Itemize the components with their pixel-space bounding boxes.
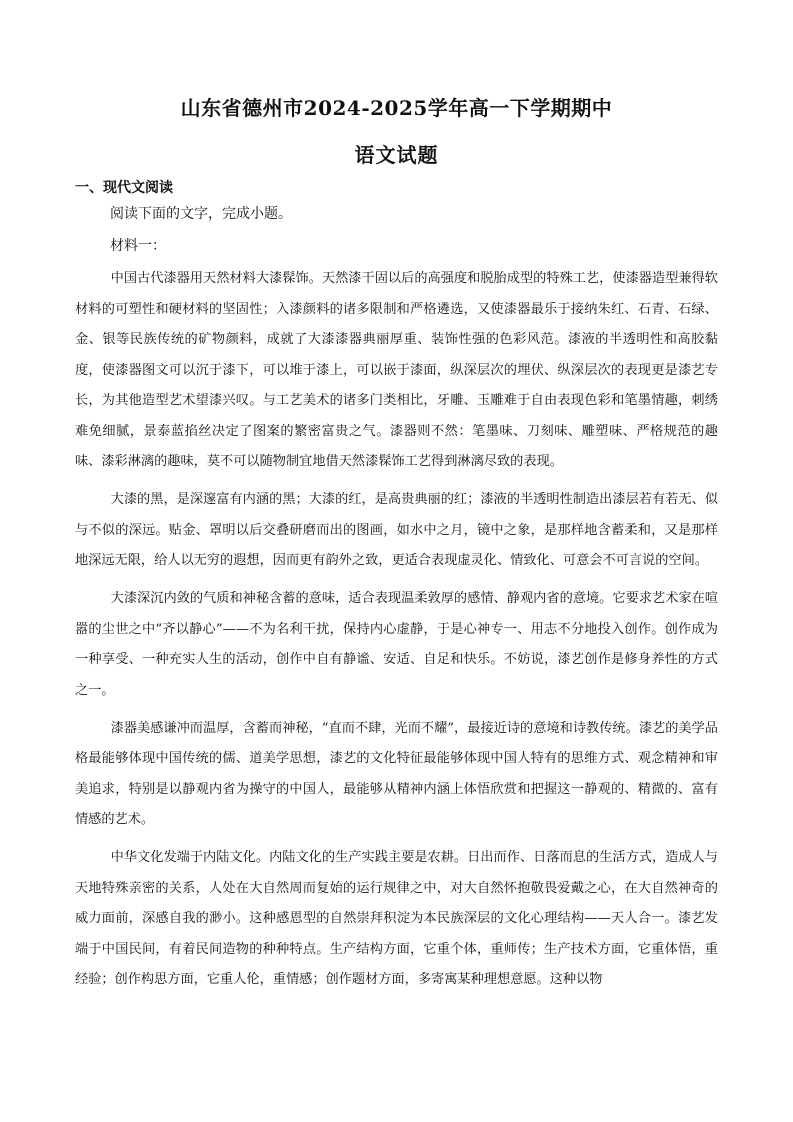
material-label: 材料一：	[110, 238, 166, 254]
passage-paragraph: 中国古代漆器用天然材料大漆髹饰。天然漆干固以后的高强度和脱胎成型的特殊工艺，使漆器造型兼得软材料的可塑性和硬材料的坚固性；入漆颜料的诸多限制和严格遴选，又使漆器最乐于接纳朱红、石青、石绿、金、银等民族传统的矿物颜料，成就了大漆漆器典丽厚重、装饰性强的色彩风范。漆液的半透明性和高胶黏度，使漆器图文可以沉于漆下，可以堆于漆上，可以嵌于漆面，纵深层次的埋伏、纵深层次的表现更是漆艺专长，为其他造型艺术望漆兴叹。与工艺美术的诸多门类相比，牙雕、玉雕难于自由表现色彩和笔墨情趣，刺绣难免细腻，景泰蓝掐丝决定了图案的繁密富贵之气。漆器则不然：笔墨味、刀刻味、雕塑味、严格规范的趣味、漆彩淋漓的趣味，莫不可以随物制宜地借天然漆髹饰工艺得到淋漓尽致的表现。	[75, 271, 718, 469]
passage-paragraph: 中华文化发端于内陆文化。内陆文化的生产实践主要是农耕。日出而作、日落而息的生活方式，造成人与天地特殊亲密的关系，人处在大自然周而复始的运行规律之中，对大自然怀抱敬畏爱戴之心，在大自然神奇的威力面前，深感自我的渺小。这种感恩型的自然崇拜积淀为本民族深层的文化心理结构——天人合一。漆艺发端于中国民间，有着民间造物的种种特点。生产结构方面，它重个体，重师传；生产技术方面，它重体悟，重经验；创作构思方面，它重人伦，重情感；创作题材方面，多寄寓某种理想意愿。这种以物	[75, 850, 718, 987]
passage-paragraph: 大漆深沉内敛的气质和神秘含蓄的意味，适合表现温柔敦厚的感情、静观内省的意境。它要求艺术家在喧嚣的尘世之中“齐以静心”——不为名利干扰，保持内心虚静，于是心神专一、用志不分地投入创作。创作成为一种享受、一种充实人生的活动，创作中自有静谧、安适、自足和快乐。不妨说，漆艺创作是修身养性的方式之一。	[75, 591, 718, 698]
document-title: 山东省德州市2024-2025学年高一下学期期中	[180, 96, 613, 120]
document-subtitle: 语文试题	[354, 143, 439, 167]
passage-paragraph: 漆器美感谦冲而温厚，含蓄而神秘，“直而不肆，光而不耀”，最接近诗的意境和诗教传统。漆艺的美学品格最能够体现中国传统的儒、道美学思想，漆艺的文化特征最能够体现中国人特有的思维方式、观念精神和审美追求，特别是以静观内省为操守的中国人，最能够从精神内涵上体悟欣赏和把握这一静观的、精微的、富有情感的艺术。	[75, 720, 718, 827]
passage-paragraph: 大漆的黑，是深邃富有内涵的黑；大漆的红，是高贵典丽的红；漆液的半透明性制造出漆层若有若无、似与不似的深远。贴金、罩明以后交叠研磨而出的图画，如水中之月，镜中之象，是那样地含蓄柔和，又是那样地深远无限，给人以无穷的遐想，因而更有韵外之致，更适合表现虚灵化、情致化、可意会不可言说的空间。	[75, 492, 718, 568]
reading-passage	[75, 264, 718, 1003]
instruction-text: 阅读下面的文字，完成小题。	[110, 206, 292, 222]
section-heading: 一、现代文阅读	[75, 180, 173, 196]
